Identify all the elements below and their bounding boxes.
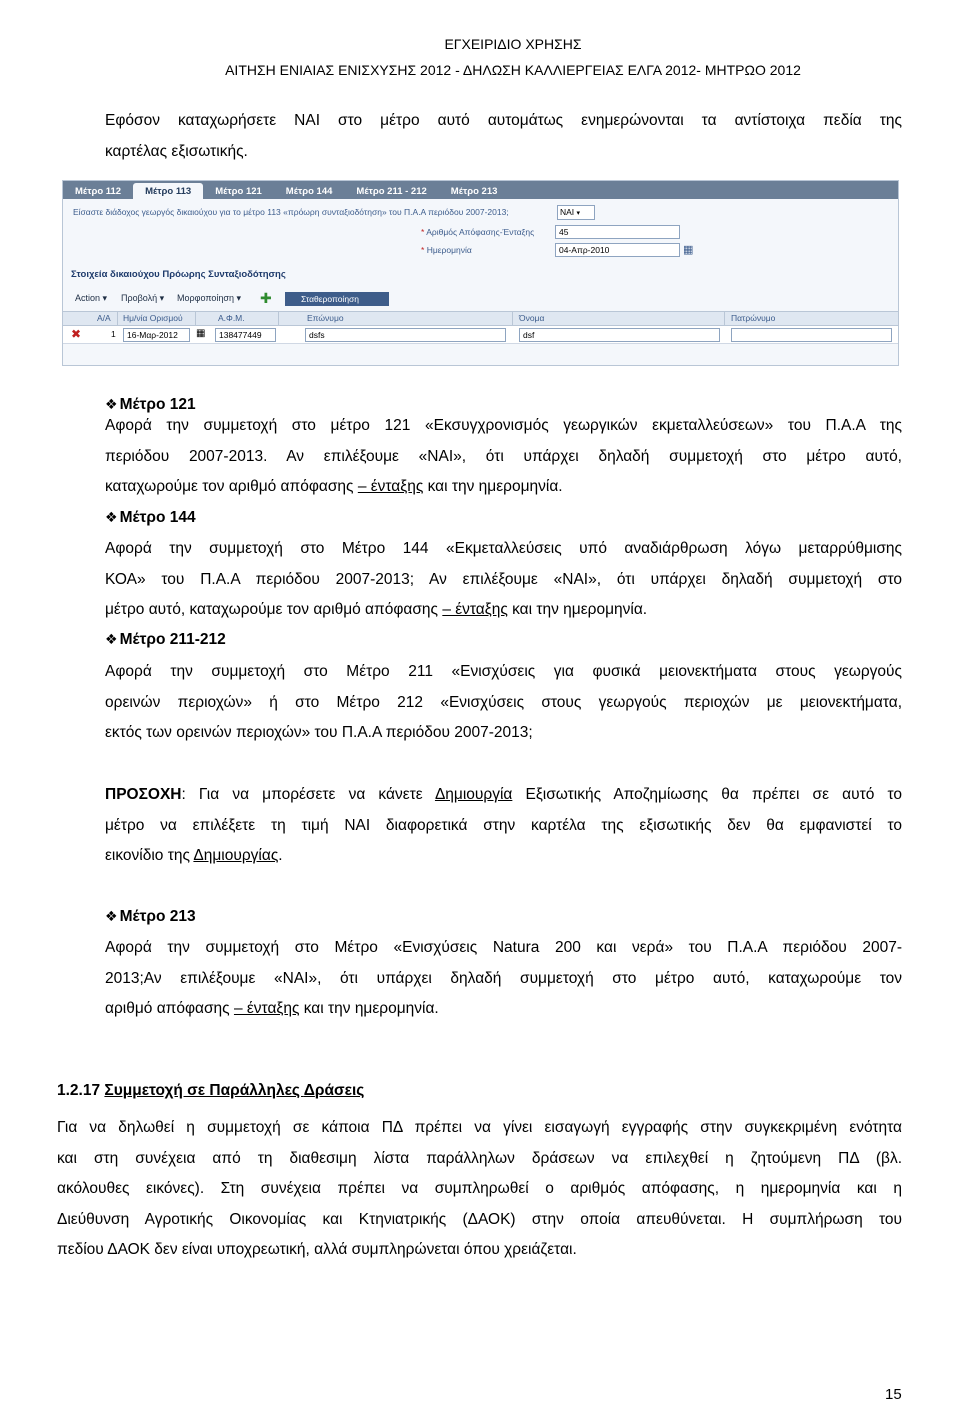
measure-121-paragraph bbox=[105, 411, 902, 503]
attention-line bbox=[105, 780, 902, 811]
measure-211-line: ορεινών περιοχών» ή στο Μέτρο 212 «Ενισχύσεις στους γεωργούς περιοχών με μειονεκτήματα, bbox=[105, 693, 902, 711]
column-header[interactable]: Όνομα bbox=[519, 313, 545, 323]
measure-144-text: μέτρο αυτό, καταχωρούμε τον αριθμό απόφασης bbox=[105, 601, 443, 618]
delete-row-icon[interactable]: ✖ bbox=[71, 327, 82, 341]
attention-label: ΠΡΟΣΟΧΗ bbox=[105, 786, 182, 803]
measure-144-line: ΚΟΑ» του Π.Α.Α περιόδου 2007-2013; Αν επιλέξουμε «ΝΑΙ», ότι υπάρχει δηλαδή συμμετοχή στο bbox=[105, 570, 902, 588]
measure-121-heading-text: Μέτρο 121 bbox=[119, 396, 196, 413]
row-surname-input[interactable]: dsfs bbox=[305, 328, 506, 342]
section-line: ακόλουθες εικόνες). Στη συνέχεια πρέπει να συμπληρωθεί ο αριθμός απόφασης, η ημερομηνία και η bbox=[57, 1180, 902, 1197]
attention-text: : Για να μπορέσετε να κάνετε bbox=[181, 786, 435, 803]
attention-text: Εξισωτικής Αποζημίωσης θα πρέπει σε αυτό το bbox=[512, 786, 903, 803]
tab-measure-113[interactable]: Μέτρο 113 bbox=[133, 183, 203, 199]
grid-header bbox=[63, 311, 898, 326]
column-header[interactable]: Α/Α bbox=[97, 313, 111, 323]
measure-121-line bbox=[105, 472, 902, 503]
column-header[interactable]: Πατρώνυμο bbox=[731, 313, 776, 323]
successor-question: Είσαστε διάδοχος γεωργός δικαιούχου για το μέτρο 113 «πρόωρη συνταξιοδότηση» του Π.Α.Α περιόδου 2007-2013; bbox=[73, 207, 509, 217]
measure-144-text-end: και την ημερομηνία. bbox=[507, 601, 648, 618]
doc-header-subtitle: ΑΙΤΗΣΗ ΕΝΙΑΙΑΣ ΕΝΙΣΧΥΣΗΣ 2012 - ΔΗΛΩΣΗ ΚΑΛΛΙΕΡΓΕΙΑΣ ΕΛΓΑ 2012- ΜΗΤΡΩΟ 2012 bbox=[225, 62, 801, 78]
attention-underlined: Δημιουργίας bbox=[193, 847, 279, 864]
measure-213-text: αριθμό απόφασης bbox=[105, 1000, 234, 1017]
intro-line: καρτέλας εξισωτικής. bbox=[105, 142, 248, 160]
table-row[interactable] bbox=[63, 326, 898, 344]
bullet-diamond-icon: ❖ bbox=[105, 631, 118, 647]
section-line: Διεύθυνση Αγροτικής Οικονομίας και Κτηνιατρικής (ΔΑΟΚ) στην οποία απευθύνεται. Η συμπλήρωση του bbox=[57, 1210, 902, 1228]
section-number: 1.2.17 bbox=[57, 1082, 105, 1099]
section-title-text bbox=[104, 1082, 364, 1099]
column-header[interactable]: Ημ/νία Ορισμού bbox=[123, 313, 183, 323]
section-line: και στη συνέχεια από τη διαθεσιμη λίστα παράλληλων δράσεων να επιλεχθεί η ζητούμενη ΠΔ (βλ. bbox=[57, 1149, 902, 1167]
required-star: * bbox=[421, 227, 425, 237]
decision-number-label bbox=[421, 227, 534, 237]
measure-144-paragraph bbox=[105, 534, 902, 626]
add-row-icon[interactable]: ✚ bbox=[260, 290, 272, 306]
row-father-input[interactable] bbox=[731, 328, 892, 342]
measure-213-line bbox=[105, 994, 902, 1025]
attention-text: . bbox=[278, 847, 283, 864]
attention-line bbox=[105, 841, 902, 872]
attention-text: εικονίδιο της bbox=[105, 847, 194, 864]
measure-213-line: Αφορά την συμμετοχή στο Μέτρο «Ενισχύσεις Natura 200 και νερά» του Π.Α.Α περιόδου 2007- bbox=[105, 939, 902, 956]
doc-header-title: ΕΓΧΕΙΡΙΔΙΟ ΧΡΗΣΗΣ bbox=[444, 36, 582, 52]
beneficiary-panel-title: Στοιχεία δικαιούχου Πρόωρης Συνταξιοδότησης bbox=[71, 269, 286, 280]
measure-144-underlined: – ένταξης bbox=[442, 601, 508, 618]
successor-select[interactable] bbox=[557, 205, 595, 220]
chevron-down-icon: ▾ bbox=[576, 210, 581, 217]
measure-213-heading bbox=[105, 908, 196, 926]
measure-121-line: Αφορά την συμμετοχή στο μέτρο 121 «Εκσυγχρονισμός γεωργικών εκμεταλλεύσεων» του Π.Α.Α της bbox=[105, 417, 902, 434]
row-name-input[interactable]: dsf bbox=[519, 328, 720, 342]
measure-144-line: Αφορά την συμμετοχή στο Μέτρο 144 «Εκμεταλλεύσεις υπό αναδιάρθρωση λόγω μεταρρύθμισης bbox=[105, 540, 902, 557]
calendar-icon[interactable]: ▦ bbox=[196, 328, 206, 339]
measure-121-text-end: και την ημερομηνία. bbox=[423, 478, 563, 495]
measure-211-paragraph bbox=[105, 657, 902, 749]
measure-121-text: καταχωρούμε τον αριθμό απόφασης bbox=[105, 478, 358, 495]
measure-213-heading-text: Μέτρο 213 bbox=[119, 908, 196, 925]
intro-line: Εφόσον καταχωρήσετε ΝΑΙ στο μέτρο αυτό αυτομάτως ενημερώνονται τα αντίστοιχα πεδία της bbox=[105, 112, 902, 129]
row-afm-input[interactable]: 138477449 bbox=[215, 328, 276, 342]
measure-144-line bbox=[105, 595, 902, 626]
action-menu[interactable]: Action ▾ bbox=[75, 293, 108, 303]
measure-211-line: εκτός των ορεινών περιοχών» του Π.Α.Α περιόδου 2007-2013; bbox=[105, 724, 533, 741]
tab-measure-211-212[interactable]: Μέτρο 211 - 212 bbox=[356, 186, 427, 197]
tab-measure-144[interactable]: Μέτρο 144 bbox=[285, 186, 333, 197]
tab-measure-213[interactable]: Μέτρο 213 bbox=[450, 186, 498, 197]
attention-paragraph bbox=[105, 780, 902, 872]
measure-211-line: Αφορά την συμμετοχή στο Μέτρο 211 «Ενισχύσεις για φυσικά μειονεκτήματα στους γεωργούς bbox=[105, 663, 902, 680]
section-paragraph bbox=[57, 1113, 902, 1266]
measure-213-line: 2013;Αν επιλέξουμε «ΝΑΙ», ότι υπάρχει δηλαδή συμμετοχή στο μέτρο αυτό, καταχωρούμε τον bbox=[105, 969, 902, 987]
required-star: * bbox=[421, 245, 425, 255]
measure-213-underlined: – ένταξης bbox=[233, 1000, 300, 1017]
section-line: πεδίου ΔΑΟΚ δεν είναι υποχρεωτική, αλλά συμπληρώνεται όπου χρειάζεται. bbox=[57, 1241, 577, 1258]
attention-line: μέτρο να επιλέξετε τη τιμή ΝΑΙ διαφορετικά στην καρτέλα της εξισωτικής δεν θα εμφανιστεί το bbox=[105, 816, 902, 834]
measure-211-heading bbox=[105, 631, 226, 649]
measure-121-underlined: – ένταξης bbox=[357, 478, 424, 495]
section-title-part: Δ bbox=[303, 1082, 315, 1099]
tab-measure-121[interactable]: Μέτρο 121 bbox=[215, 186, 262, 197]
measure-form-screenshot bbox=[62, 180, 899, 366]
measure-144-heading bbox=[105, 509, 196, 527]
section-title-part: Συμμετοχή σε Παράλληλες bbox=[104, 1082, 304, 1099]
section-line: Για να δηλωθεί η συμμετοχή σε κάποια ΠΔ πρέπει να γίνει εισαγωγή εγγραφής στην συγκεκριμένη ενότητα bbox=[57, 1119, 902, 1136]
measure-213-paragraph bbox=[105, 933, 902, 1025]
row-aa: 1 bbox=[111, 329, 116, 339]
grid-toolbar bbox=[63, 291, 898, 308]
decision-number-input[interactable]: 45 bbox=[555, 225, 680, 239]
format-menu[interactable]: Μορφοποίηση ▾ bbox=[177, 293, 242, 303]
measure-144-heading-text: Μέτρο 144 bbox=[119, 509, 196, 526]
intro-paragraph bbox=[105, 106, 902, 167]
page-number: 15 bbox=[885, 1386, 902, 1403]
measure-121-line: περιόδου 2007-2013. Αν επιλέξουμε «ΝΑΙ», ότι υπάρχει δηλαδή συμμετοχή στο μέτρο αυτό, bbox=[105, 447, 902, 465]
bullet-diamond-icon: ❖ bbox=[105, 509, 118, 525]
tab-measure-112[interactable]: Μέτρο 112 bbox=[75, 186, 122, 197]
bullet-diamond-icon: ❖ bbox=[105, 396, 118, 412]
section-title-part: ράσεις bbox=[314, 1082, 365, 1099]
calendar-icon[interactable]: ▦ bbox=[683, 244, 694, 256]
row-date-input[interactable]: 16-Μαρ-2012 bbox=[123, 328, 190, 342]
date-input[interactable]: 04-Απρ-2010 bbox=[555, 243, 680, 257]
measure-tabs bbox=[63, 181, 898, 199]
date-label-text: Ημερομηνία bbox=[426, 245, 472, 255]
section-title bbox=[57, 1082, 364, 1100]
view-menu[interactable]: Προβολή ▾ bbox=[121, 293, 165, 303]
column-header[interactable]: Α.Φ.Μ. bbox=[218, 313, 245, 323]
measure-213-text-end: και την ημερομηνία. bbox=[299, 1000, 439, 1017]
date-label bbox=[421, 245, 472, 255]
successor-select-value: ΝΑΙ bbox=[560, 207, 575, 217]
column-header[interactable]: Επώνυμο bbox=[307, 313, 344, 323]
measure-211-heading-text: Μέτρο 211-212 bbox=[119, 631, 226, 648]
bullet-diamond-icon: ❖ bbox=[105, 908, 118, 924]
decision-number-label-text: Αριθμός Απόφασης-Ένταξης bbox=[426, 227, 535, 237]
freeze-button[interactable]: Σταθεροποίηση bbox=[285, 292, 389, 306]
attention-underlined: Δημιουργία bbox=[434, 786, 513, 803]
